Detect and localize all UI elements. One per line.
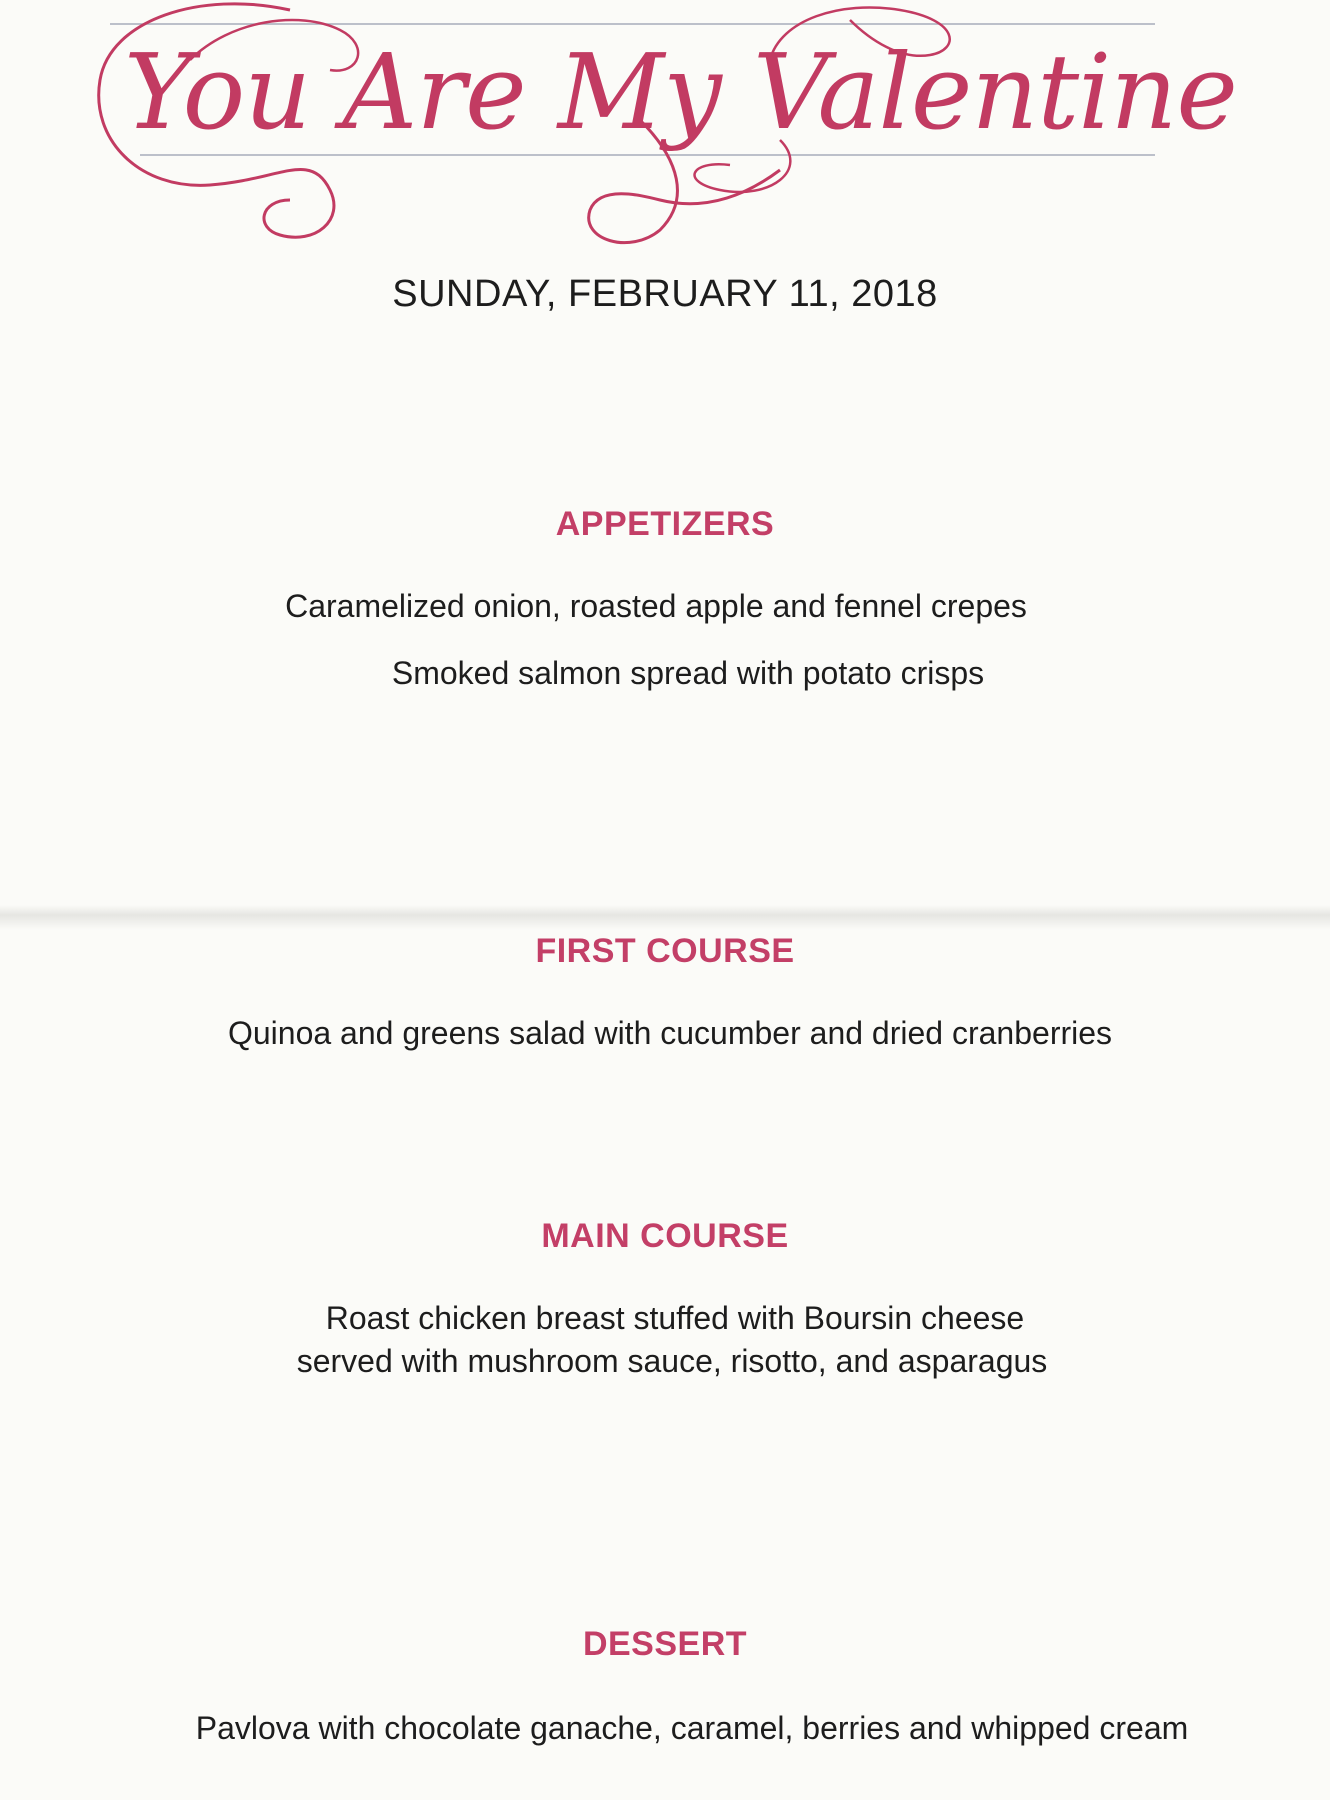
menu-item: Quinoa and greens salad with cucumber and dried cranberries (227, 1015, 1113, 1051)
menu-title: You Are My Valentine (124, 31, 1237, 153)
menu-item: Roast chicken breast stuffed with Boursin cheese (325, 1300, 1025, 1336)
menu-item: Pavlova with chocolate ganache, caramel, berries and whipped cream (195, 1710, 1189, 1746)
menu-item: Caramelized onion, roasted apple and fennel crepes (285, 588, 1027, 624)
event-date: SUNDAY, FEBRUARY 11, 2018 (392, 273, 938, 315)
menu-header (80, 0, 1237, 250)
section-appetizers (0, 505, 1330, 692)
section-title: DESSERT (582, 1625, 748, 1663)
menu-item: Smoked salmon spread with potato crisps (391, 655, 985, 691)
section-main-course (0, 1217, 1330, 1380)
section-title: FIRST COURSE (535, 932, 795, 970)
section-title: APPETIZERS (555, 505, 775, 543)
menu-item: served with mushroom sauce, risotto, and asparagus (296, 1343, 1048, 1379)
section-dessert (0, 1625, 1330, 1747)
section-first-course (0, 932, 1330, 1052)
section-title: MAIN COURSE (541, 1217, 789, 1255)
